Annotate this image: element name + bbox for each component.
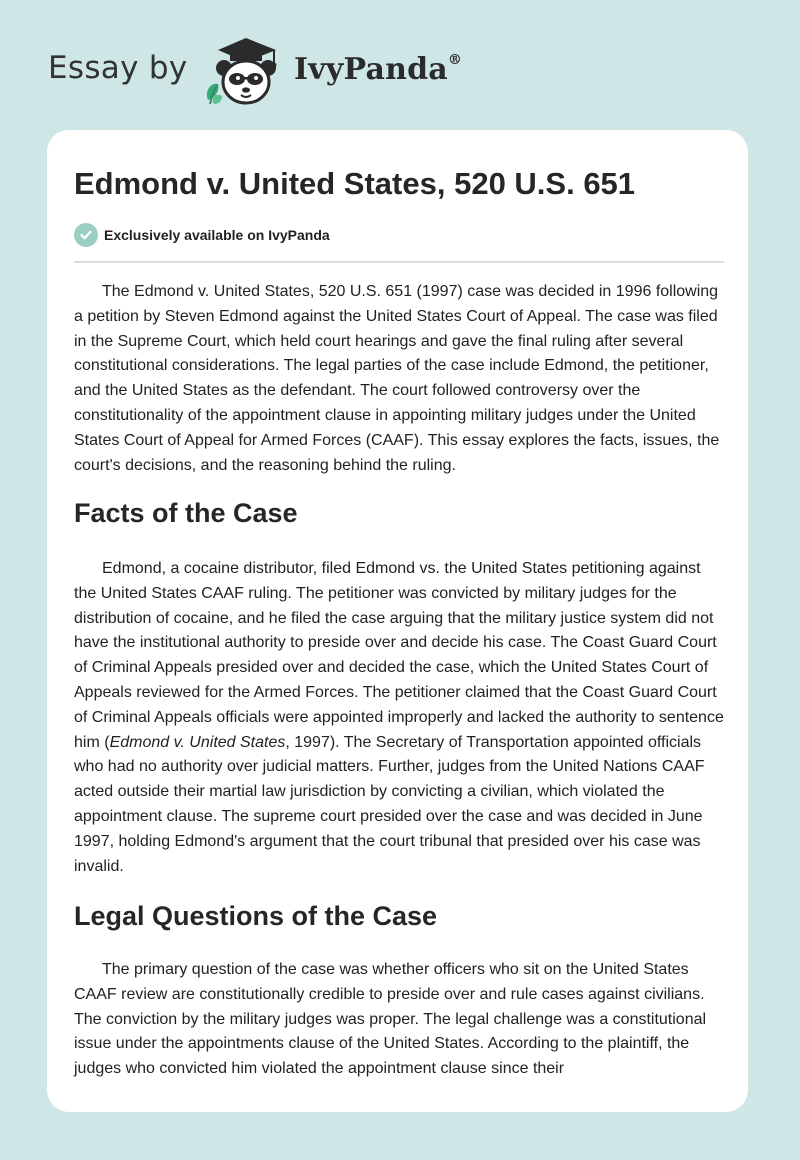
facts-heading: Facts of the Case <box>74 498 298 528</box>
legal-questions-paragraph: The primary question of the case was whether officers who sit on the United States CAAF review are constitutionally credible to preside over and rule cases against civilians. The conviction by the military judges was proper. The legal challenge was a constitutional issue under the appointments clause of the United States. According to the plaintiff, the judges who convicted him violated the appointment clause since their <box>74 961 707 1078</box>
badge-text: Exclusively available on IvyPanda <box>104 227 330 243</box>
intro-paragraph: The Edmond v. United States, 520 U.S. 651 (1997) case was decided in 1996 following a petition by Steven Edmond against the United States Court of Appeal. The case was filed in the Supreme Court, which held court hearings and gave the final ruling after several constitutional considerations. The legal parties of the case include Edmond, the petitioner, and the United States as the defendant. The court followed controversy over the constitutionality of the appointment clause in appointing military judges under the United States Court of Appeal for Armed Forces (CAAF). This essay explores the facts, issues, the court's decisions, and the reasoning behind the ruling. <box>74 283 720 474</box>
check-icon <box>74 223 98 247</box>
legal-questions-heading: Legal Questions of the Case <box>74 901 438 931</box>
brand-prefix: Essay by <box>48 50 188 86</box>
essay-card <box>47 130 748 1112</box>
panda-graduate-icon[interactable] <box>200 34 292 108</box>
facts-paragraph: Edmond, a cocaine distributor, filed Edmond vs. the United States petitioning against the United States CAAF ruling. The petitioner was convicted by military judges for the distribution of cocaine, and he filed the case arguing that the military justice system did not have the institutional authority to preside over and decide his case. The Coast Guard Court of Criminal Appeals presided over and decided the case, which the United States Court of Appeals reviewed for the Armed Forces. The petitioner claimed that the Coast Guard Court of Criminal Appeals officials were appointed improperly and lacked the authority to sentence him (Edmond v. United States, 1997). The Secretary of Transportation appointed officials who had no authority over judicial matters. Further, judges from the United Nations CAAF acted outside their martial law jurisdiction by convicting a civilian, which violated the appointment clause. The supreme court presided over the case and was decided in June 1997, holding Edmond's argument that the court tribunal that presided over his case was invalid. <box>74 560 724 875</box>
case-citation: Edmond v. United States <box>109 733 286 751</box>
page-title: Edmond v. United States, 520 U.S. 651 <box>74 166 636 201</box>
site-header <box>0 0 800 130</box>
brand-name[interactable]: IvyPanda® <box>294 52 463 87</box>
divider <box>74 261 724 263</box>
exclusive-badge <box>74 222 330 248</box>
